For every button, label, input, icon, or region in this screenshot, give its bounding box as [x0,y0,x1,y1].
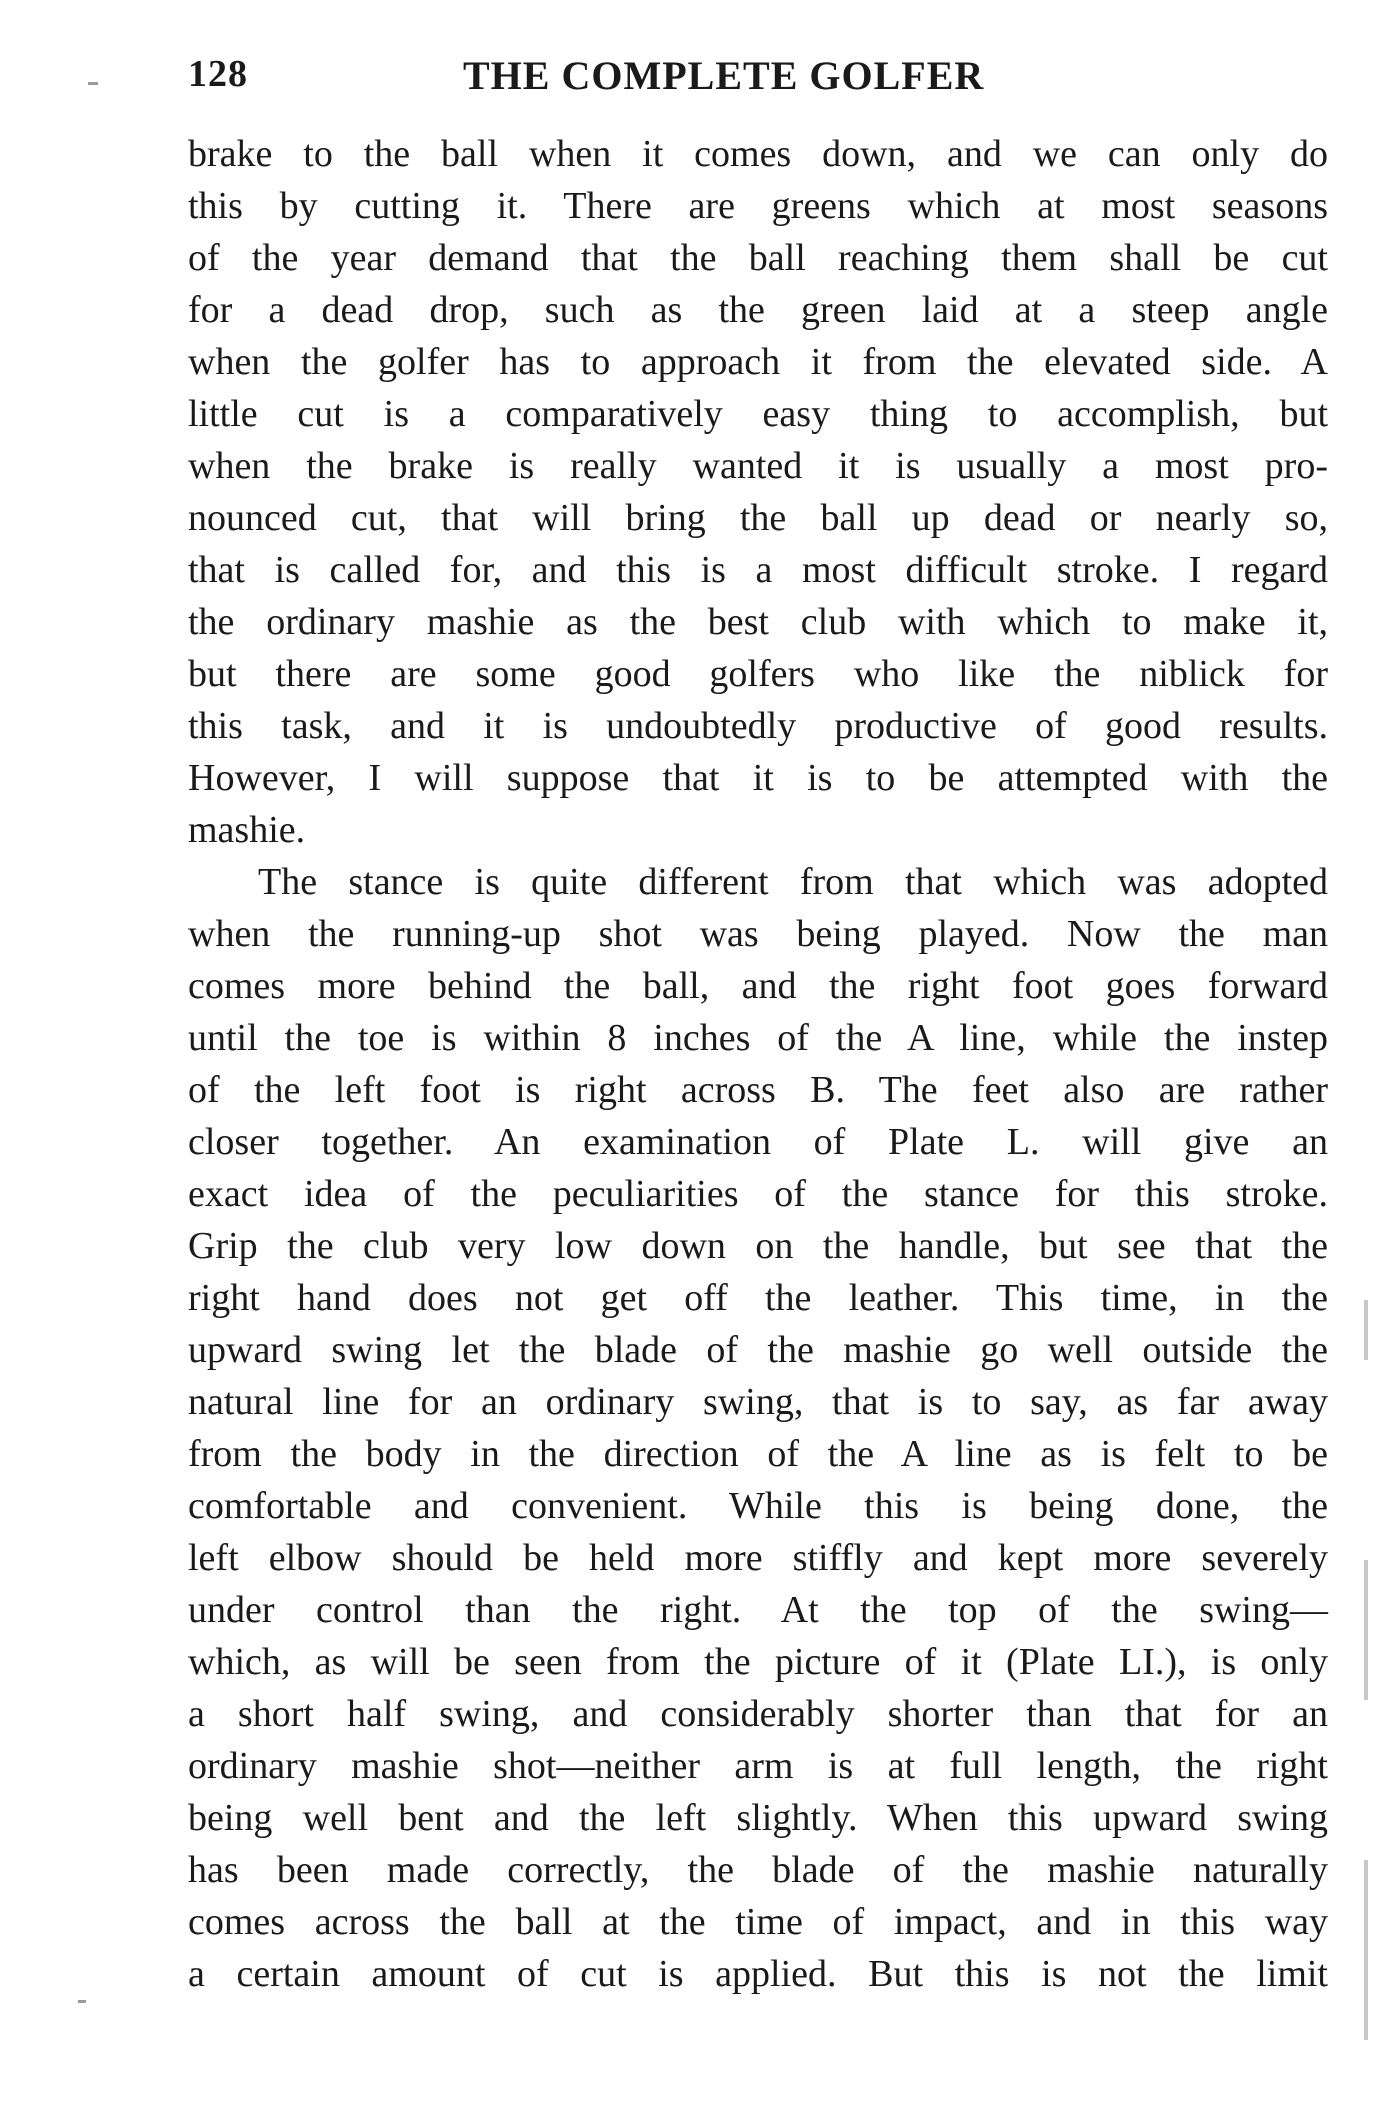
text-line: brake to the ball when it comes down, and we can only do [188,133,1328,175]
text-line: comes more behind the ball, and the right foot goes forward [188,965,1328,1007]
text-line: upward swing let the blade of the mashie go well outside the [188,1329,1328,1371]
text-line: exact idea of the peculiarities of the stance for this stroke. [188,1173,1328,1215]
paragraph [188,856,1328,2000]
body-text [188,128,1328,2000]
running-head [188,52,1328,102]
text-line: closer together. An examination of Plate L. will give an [188,1121,1328,1163]
text-line: but there are some good golfers who like the niblick for [188,653,1328,695]
book-title: THE COMPLETE GOLFER [463,53,985,98]
text-line: the ordinary mashie as the best club with which to make it, [188,601,1328,643]
text-line: The stance is quite different from that which was adopted [258,861,1328,903]
text-line: mashie. [188,809,306,851]
text-line: of the left foot is right across B. The feet also are rather [188,1069,1328,1111]
text-line: However, I will suppose that it is to be attempted with the [188,757,1328,799]
text-line: left elbow should be held more stiffly and kept more severely [188,1537,1328,1579]
scan-edge-speckle [1364,1860,1368,2040]
text-line: ordinary mashie shot—neither arm is at full length, the right [188,1745,1328,1787]
text-line: comfortable and convenient. While this is being done, the [188,1485,1328,1527]
scan-edge-speckle [1364,1560,1368,1700]
text-line: until the toe is within 8 inches of the A line, while the instep [188,1017,1328,1059]
text-line: when the running-up shot was being played. Now the man [188,913,1328,955]
text-line: Grip the club very low down on the handle, but see that the [188,1225,1328,1267]
text-line: this task, and it is undoubtedly productive of good results. [188,705,1328,747]
text-line: right hand does not get off the leather. This time, in the [188,1277,1328,1319]
text-line: a certain amount of cut is applied. But this is not the limit [188,1953,1328,1995]
text-line: being well bent and the left slightly. When this upward swing [188,1797,1328,1839]
paragraph [188,128,1328,856]
text-line: a short half swing, and considerably shorter than that for an [188,1693,1328,1735]
text-line: this by cutting it. There are greens which at most seasons [188,185,1328,227]
text-line: from the body in the direction of the A line as is felt to be [188,1433,1328,1475]
page-number: 128 [188,53,248,95]
scan-mark [88,82,98,85]
text-line: has been made correctly, the blade of the mashie naturally [188,1849,1328,1891]
text-line: natural line for an ordinary swing, that is to say, as far away [188,1381,1328,1423]
text-line: under control than the right. At the top of the swing— [188,1589,1328,1631]
text-line: little cut is a comparatively easy thing to accomplish, but [188,393,1328,435]
text-line: for a dead drop, such as the green laid at a steep angle [188,289,1328,331]
text-line: of the year demand that the ball reaching them shall be cut [188,237,1328,279]
scan-edge-speckle [1364,1300,1368,1360]
text-line: when the brake is really wanted it is usually a most pro- [188,445,1328,487]
text-line: comes across the ball at the time of impact, and in this way [188,1901,1328,1943]
text-line: nounced cut, that will bring the ball up dead or nearly so, [188,497,1328,539]
scan-mark [78,2000,86,2003]
text-line: which, as will be seen from the picture of it (Plate LI.), is only [188,1641,1328,1683]
text-line: that is called for, and this is a most difficult stroke. I regard [188,549,1328,591]
text-line: when the golfer has to approach it from the elevated side. A [188,341,1328,383]
